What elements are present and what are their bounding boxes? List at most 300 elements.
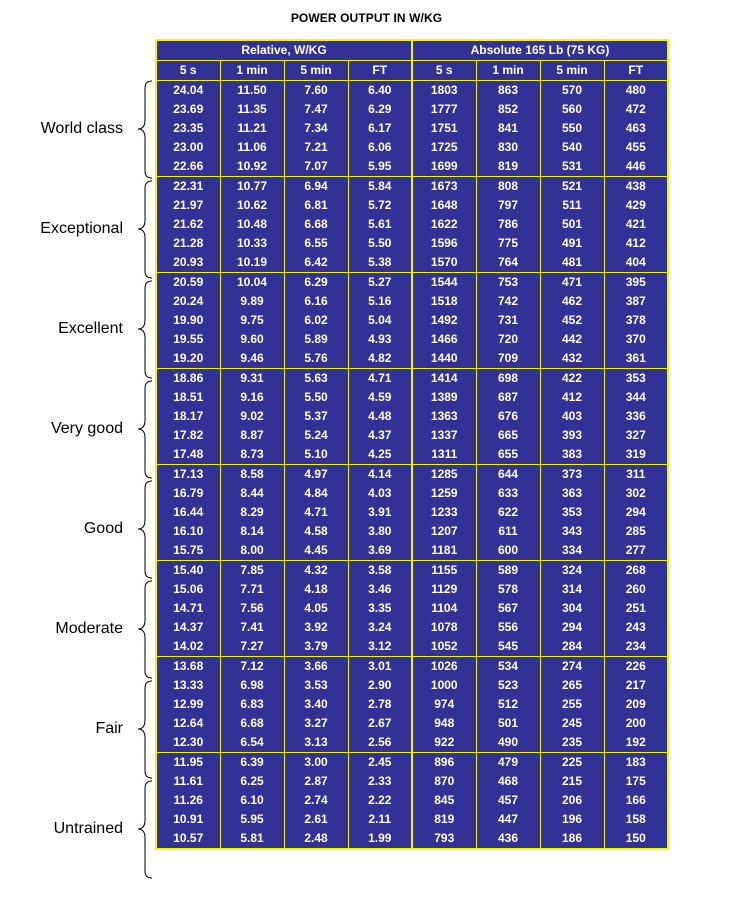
table-cell: 1181 [412,541,476,561]
table-cell: 3.01 [348,657,412,677]
table-cell: 10.33 [220,234,284,253]
table-cell: 2.56 [348,733,412,753]
column-header-relative-0: 5 s [156,61,220,81]
table-cell: 5.38 [348,253,412,273]
table-cell: 1725 [412,138,476,157]
table-cell: 442 [540,330,604,349]
column-header-relative-3: FT [348,61,412,81]
table-cell: 570 [540,81,604,101]
table-cell: 260 [604,580,668,599]
table-cell: 521 [540,177,604,197]
table-cell: 2.45 [348,753,412,773]
table-cell: 319 [604,445,668,465]
table-cell: 6.98 [220,676,284,695]
table-cell: 3.91 [348,503,412,522]
table-row [156,772,668,791]
table-cell: 4.93 [348,330,412,349]
category-group [0,279,160,379]
table-cell: 9.75 [220,311,284,330]
table-row [156,810,668,829]
table-cell: 644 [476,465,540,485]
table-cell: 3.13 [284,733,348,753]
table-cell: 284 [540,637,604,657]
table-cell: 2.22 [348,791,412,810]
table-cell: 200 [604,714,668,733]
curly-brace-icon [133,80,155,180]
table-cell: 361 [604,349,668,369]
column-header-row [156,61,668,81]
table-cell: 20.24 [156,292,220,311]
table-cell: 422 [540,369,604,389]
table-cell: 11.61 [156,772,220,791]
table-cell: 7.12 [220,657,284,677]
table-cell: 7.34 [284,119,348,138]
table-cell: 841 [476,119,540,138]
table-cell: 175 [604,772,668,791]
table-cell: 633 [476,484,540,503]
table-cell: 5.81 [220,829,284,849]
table-cell: 23.00 [156,138,220,157]
table-cell: 531 [540,157,604,177]
column-header-absolute-0: 5 s [412,61,476,81]
table-cell: 4.58 [284,522,348,541]
category-group [0,179,160,279]
table-cell: 523 [476,676,540,695]
table-cell: 14.37 [156,618,220,637]
table-cell: 5.76 [284,349,348,369]
table-cell: 6.83 [220,695,284,714]
table-cell: 251 [604,599,668,618]
table-cell: 22.31 [156,177,220,197]
table-cell: 5.89 [284,330,348,349]
table-row [156,753,668,773]
table-cell: 3.12 [348,637,412,657]
table-cell: 698 [476,369,540,389]
table-cell: 1518 [412,292,476,311]
table-cell: 560 [540,100,604,119]
table-row [156,484,668,503]
table-cell: 2.90 [348,676,412,695]
table-cell: 226 [604,657,668,677]
table-cell: 6.81 [284,196,348,215]
table-row [156,234,668,253]
table-cell: 186 [540,829,604,849]
table-cell: 3.00 [284,753,348,773]
table-cell: 7.41 [220,618,284,637]
table-cell: 1104 [412,599,476,618]
category-group [0,479,160,579]
table-cell: 775 [476,234,540,253]
table-cell: 589 [476,561,540,581]
table-cell: 12.64 [156,714,220,733]
table-cell: 10.91 [156,810,220,829]
table-cell: 512 [476,695,540,714]
table-cell: 1363 [412,407,476,426]
category-label: Good [83,520,123,537]
table-cell: 1233 [412,503,476,522]
column-header-absolute-1: 1 min [476,61,540,81]
table-cell: 432 [540,349,604,369]
table-row [156,503,668,522]
category-group [0,379,160,479]
table-cell: 4.84 [284,484,348,503]
table-cell: 2.67 [348,714,412,733]
table-cell: 1078 [412,618,476,637]
table-cell: 404 [604,253,668,273]
table-cell: 1129 [412,580,476,599]
category-label: Very good [50,420,123,437]
table-cell: 611 [476,522,540,541]
table-row [156,292,668,311]
curly-brace-icon [133,780,155,880]
table-cell: 150 [604,829,668,849]
table-cell: 7.27 [220,637,284,657]
table-cell: 9.60 [220,330,284,349]
table-cell: 6.94 [284,177,348,197]
table-cell: 472 [604,100,668,119]
table-cell: 1311 [412,445,476,465]
table-cell: 446 [604,157,668,177]
table-cell: 655 [476,445,540,465]
table-cell: 23.35 [156,119,220,138]
table-cell: 8.73 [220,445,284,465]
table-cell: 1259 [412,484,476,503]
table-cell: 395 [604,273,668,293]
table-cell: 324 [540,561,604,581]
table-cell: 2.61 [284,810,348,829]
table-cell: 438 [604,177,668,197]
table-cell: 245 [540,714,604,733]
table-cell: 302 [604,484,668,503]
table-cell: 206 [540,791,604,810]
table-row [156,522,668,541]
table-cell: 9.89 [220,292,284,311]
column-header-absolute-3: FT [604,61,668,81]
table-cell: 314 [540,580,604,599]
table-cell: 540 [540,138,604,157]
table-cell: 6.25 [220,772,284,791]
table-row [156,637,668,657]
table-cell: 196 [540,810,604,829]
table-cell: 457 [476,791,540,810]
category-label: Excellent [58,320,123,337]
table-cell: 1155 [412,561,476,581]
table-cell: 17.82 [156,426,220,445]
table-cell: 545 [476,637,540,657]
table-cell: 8.14 [220,522,284,541]
table-cell: 3.35 [348,599,412,618]
table-cell: 11.06 [220,138,284,157]
table-row [156,215,668,234]
table-cell: 10.77 [220,177,284,197]
table-cell: 7.71 [220,580,284,599]
table-cell: 4.25 [348,445,412,465]
table-cell: 3.40 [284,695,348,714]
table-cell: 274 [540,657,604,677]
table-cell: 5.72 [348,196,412,215]
table-cell: 4.71 [348,369,412,389]
table-cell: 225 [540,753,604,773]
table-cell: 5.95 [220,810,284,829]
table-row [156,541,668,561]
table-cell: 3.79 [284,637,348,657]
table-cell: 10.48 [220,215,284,234]
table-cell: 412 [604,234,668,253]
table-cell: 217 [604,676,668,695]
table-cell: 786 [476,215,540,234]
table-cell: 353 [540,503,604,522]
table-cell: 4.48 [348,407,412,426]
table-cell: 1596 [412,234,476,253]
table-cell: 14.02 [156,637,220,657]
table-cell: 4.14 [348,465,412,485]
table-cell: 491 [540,234,604,253]
table-cell: 243 [604,618,668,637]
table-cell: 19.20 [156,349,220,369]
table-cell: 6.39 [220,753,284,773]
table-cell: 15.40 [156,561,220,581]
table-cell: 3.53 [284,676,348,695]
table-row [156,733,668,753]
table-cell: 1285 [412,465,476,485]
table-cell: 311 [604,465,668,485]
table-cell: 4.82 [348,349,412,369]
table-row [156,177,668,197]
table-cell: 764 [476,253,540,273]
table-row [156,100,668,119]
table-cell: 22.66 [156,157,220,177]
table-cell: 830 [476,138,540,157]
table-row [156,465,668,485]
table-cell: 4.45 [284,541,348,561]
table-cell: 9.16 [220,388,284,407]
table-cell: 21.62 [156,215,220,234]
table-cell: 18.51 [156,388,220,407]
table-cell: 1492 [412,311,476,330]
table-cell: 20.59 [156,273,220,293]
table-cell: 3.58 [348,561,412,581]
table-cell: 344 [604,388,668,407]
table-cell: 5.84 [348,177,412,197]
table-cell: 534 [476,657,540,677]
table-cell: 24.04 [156,81,220,101]
table-cell: 10.62 [220,196,284,215]
table-cell: 5.63 [284,369,348,389]
table-cell: 8.00 [220,541,284,561]
table-cell: 6.17 [348,119,412,138]
table-cell: 4.32 [284,561,348,581]
table-cell: 5.37 [284,407,348,426]
curly-brace-icon [133,180,155,280]
table-cell: 234 [604,637,668,657]
table-cell: 501 [476,714,540,733]
table-cell: 2.74 [284,791,348,810]
table-cell: 4.71 [284,503,348,522]
table-cell: 8.58 [220,465,284,485]
table-cell: 455 [604,138,668,157]
table-cell: 412 [540,388,604,407]
curly-brace-icon [133,680,155,780]
table-cell: 5.16 [348,292,412,311]
table-row [156,273,668,293]
table-cell: 158 [604,810,668,829]
table-cell: 852 [476,100,540,119]
table-cell: 166 [604,791,668,810]
table-cell: 5.04 [348,311,412,330]
table-cell: 5.61 [348,215,412,234]
table-cell: 8.29 [220,503,284,522]
table-cell: 327 [604,426,668,445]
table-cell: 447 [476,810,540,829]
table-cell: 393 [540,426,604,445]
column-header-relative-1: 1 min [220,61,284,81]
column-group-relative: Relative, W/KG [156,40,412,61]
table-row [156,714,668,733]
table-cell: 974 [412,695,476,714]
category-label: World class [40,120,123,137]
table-cell: 1000 [412,676,476,695]
table-cell: 6.54 [220,733,284,753]
table-cell: 731 [476,311,540,330]
table-cell: 471 [540,273,604,293]
table-cell: 12.30 [156,733,220,753]
table-row [156,253,668,273]
table-cell: 5.50 [284,388,348,407]
table-cell: 421 [604,215,668,234]
table-cell: 15.06 [156,580,220,599]
table-cell: 1544 [412,273,476,293]
table-cell: 2.48 [284,829,348,849]
table-cell: 13.68 [156,657,220,677]
table-cell: 17.13 [156,465,220,485]
table-cell: 378 [604,311,668,330]
table-cell: 334 [540,541,604,561]
table-cell: 294 [604,503,668,522]
table-cell: 4.03 [348,484,412,503]
table-cell: 21.97 [156,196,220,215]
table-cell: 4.05 [284,599,348,618]
table-cell: 948 [412,714,476,733]
table-cell: 1751 [412,119,476,138]
table-cell: 501 [540,215,604,234]
table-cell: 793 [412,829,476,849]
table-cell: 8.44 [220,484,284,503]
column-group-absolute: Absolute 165 Lb (75 KG) [412,40,668,61]
table-cell: 5.24 [284,426,348,445]
table-cell: 370 [604,330,668,349]
table-cell: 9.02 [220,407,284,426]
table-cell: 6.40 [348,81,412,101]
table-cell: 19.55 [156,330,220,349]
table-cell: 183 [604,753,668,773]
table-cell: 14.71 [156,599,220,618]
table-cell: 3.66 [284,657,348,677]
table-cell: 1803 [412,81,476,101]
table-cell: 9.46 [220,349,284,369]
category-group [0,79,160,179]
table-cell: 192 [604,733,668,753]
table-cell: 3.24 [348,618,412,637]
table-cell: 20.93 [156,253,220,273]
table-cell: 215 [540,772,604,791]
table-cell: 11.35 [220,100,284,119]
table-cell: 452 [540,311,604,330]
table-cell: 23.69 [156,100,220,119]
curly-brace-icon [133,480,155,580]
table-cell: 4.97 [284,465,348,485]
table-cell: 387 [604,292,668,311]
table-cell: 13.33 [156,676,220,695]
table-cell: 383 [540,445,604,465]
table-row [156,695,668,714]
table-cell: 10.57 [156,829,220,849]
table-cell: 11.95 [156,753,220,773]
table-cell: 845 [412,791,476,810]
table-cell: 3.46 [348,580,412,599]
table-cell: 819 [476,157,540,177]
column-header-relative-2: 5 min [284,61,348,81]
table-cell: 19.90 [156,311,220,330]
table-cell: 7.56 [220,599,284,618]
table-row [156,311,668,330]
table-cell: 1673 [412,177,476,197]
table-cell: 600 [476,541,540,561]
table-cell: 6.02 [284,311,348,330]
table-cell: 2.78 [348,695,412,714]
category-group [0,579,160,679]
table-row [156,561,668,581]
table-cell: 2.11 [348,810,412,829]
category-label: Fair [95,720,123,737]
table-cell: 479 [476,753,540,773]
table-cell: 462 [540,292,604,311]
table-cell: 1699 [412,157,476,177]
table-row [156,330,668,349]
table-cell: 6.10 [220,791,284,810]
category-label: Moderate [55,620,123,637]
table-cell: 285 [604,522,668,541]
table-cell: 1.99 [348,829,412,849]
table-cell: 6.55 [284,234,348,253]
table-cell: 6.68 [284,215,348,234]
table-cell: 4.37 [348,426,412,445]
table-cell: 16.44 [156,503,220,522]
table-cell: 5.50 [348,234,412,253]
table-cell: 6.42 [284,253,348,273]
table-cell: 18.17 [156,407,220,426]
table-cell: 353 [604,369,668,389]
table-row [156,445,668,465]
table-cell: 1777 [412,100,476,119]
table-row [156,657,668,677]
table-cell: 463 [604,119,668,138]
table-cell: 336 [604,407,668,426]
category-label: Untrained [53,820,123,837]
table-row [156,196,668,215]
table-cell: 6.06 [348,138,412,157]
table-row [156,407,668,426]
table-cell: 12.99 [156,695,220,714]
table-cell: 7.47 [284,100,348,119]
table-cell: 808 [476,177,540,197]
table-cell: 1466 [412,330,476,349]
table-cell: 753 [476,273,540,293]
table-cell: 11.21 [220,119,284,138]
table-cell: 10.04 [220,273,284,293]
table-cell: 10.19 [220,253,284,273]
power-output-table [155,39,669,850]
table-cell: 3.92 [284,618,348,637]
